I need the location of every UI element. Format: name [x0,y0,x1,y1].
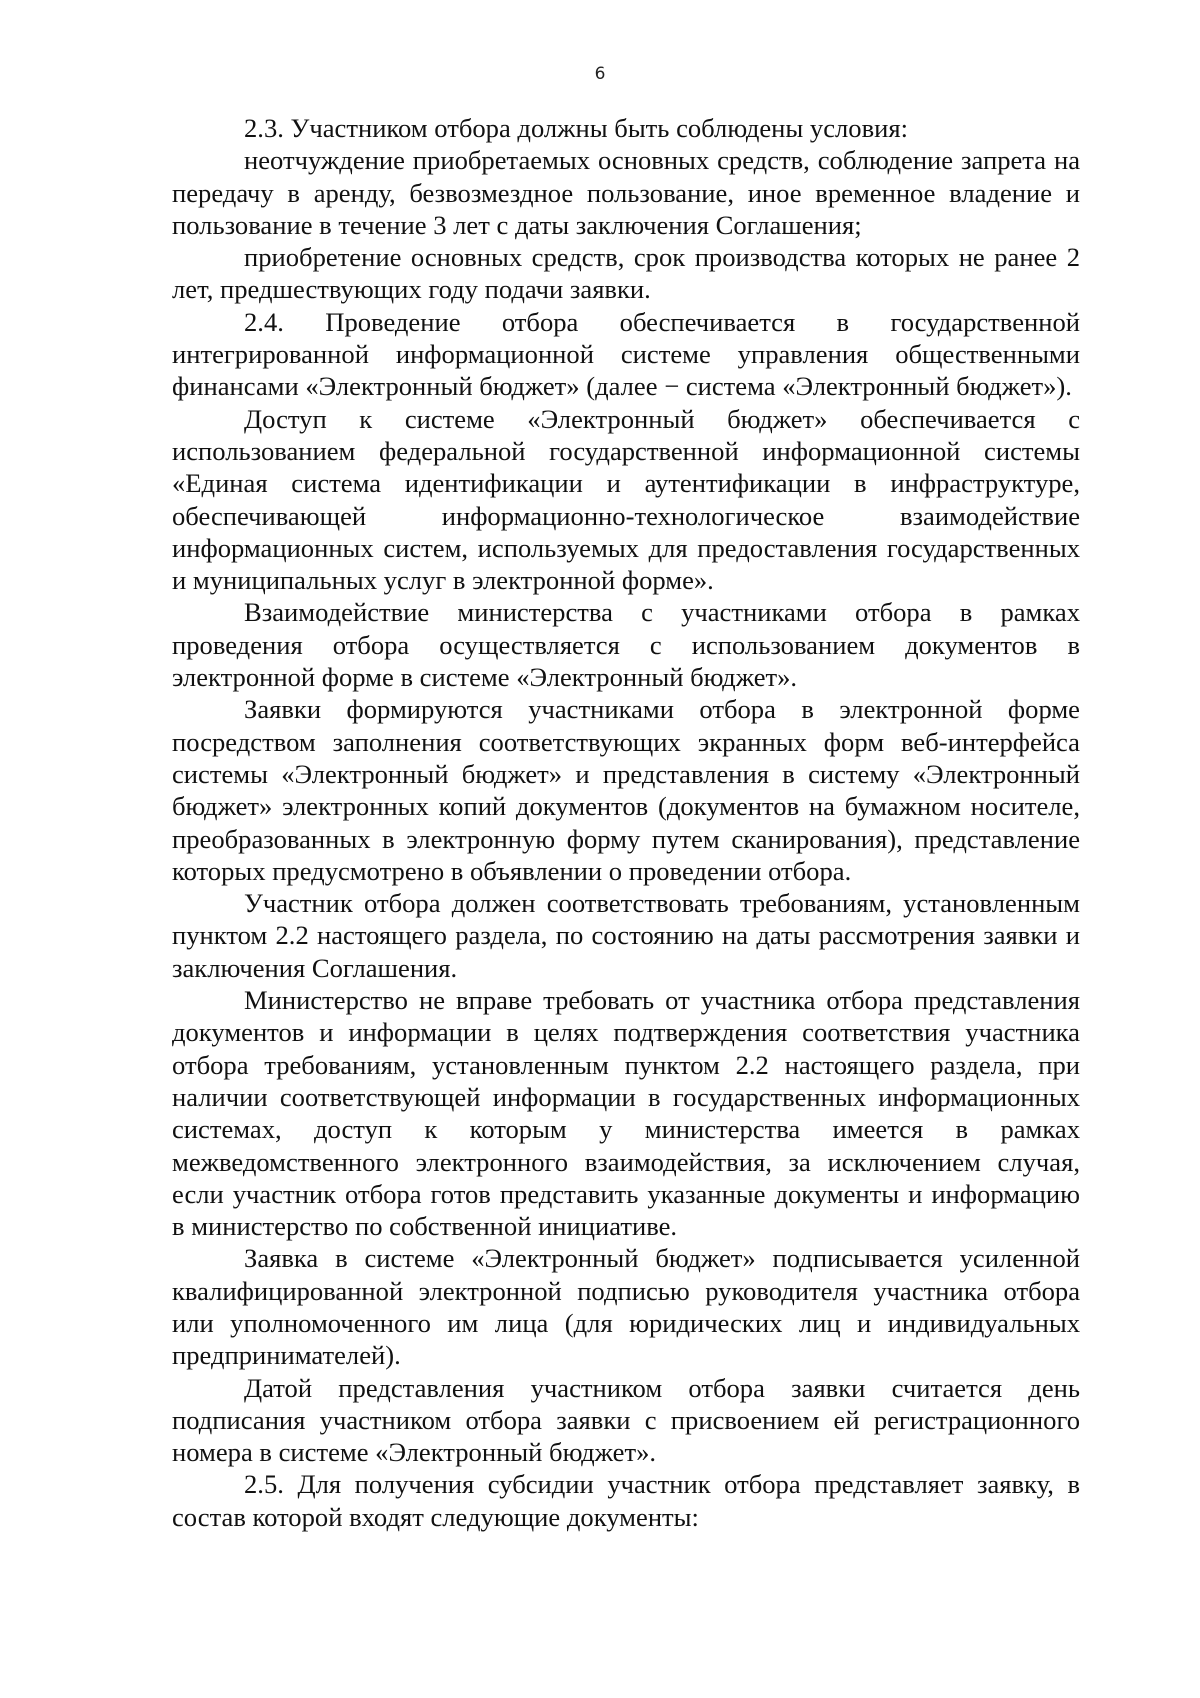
document-body [172,112,1080,1533]
paragraph-ministry-restriction: Министерство не вправе требовать от участника отбора представления документов и информации в целях подтверждения соответствия участника отбора требованиям, установленным пунктом 2.2 настоящего раздела, при наличии соответствующей информации в государственных информационных системах, доступ к которым у министерства имеется в рамках межведомственного электронного взаимодействия, за исключением случая, если участник отбора готов представить указанные документы и информацию в министерство по собственной инициативе. [172,985,1080,1242]
paragraph-submission-date: Датой представления участником отбора заявки считается день подписания участником отбора заявки с присвоением ей регистрационного номера в системе «Электронный бюджет». [172,1372,1080,1468]
paragraph-condition-production-date: приобретение основных средств, срок производства которых не ранее 2 лет, предшествующих году подачи заявки. [172,242,1080,305]
paragraph-system-access: Доступ к системе «Электронный бюджет» обеспечивается с использованием федеральной государственной информационной системы «Единая система идентификации и аутентификации в инфраструктуре, обеспечивающей информационно-технологическое взаимодействие информационных систем, используемых для предоставления государственных и муниципальных услуг в электронной форме». [172,403,1080,596]
paragraph-applications: Заявки формируются участниками отбора в электронной форме посредством заполнения соответствующих экранных форм веб-интерфейса системы «Электронный бюджет» и представления в систему «Электронный бюджет» электронных копий документов (документов на бумажном носителе, преобразованных в электронную форму путем сканирования), представление которых предусмотрено в объявлении о проведении отбора. [172,694,1080,886]
paragraph-signature: Заявка в системе «Электронный бюджет» подписывается усиленной квалифицированной электронной подписью руководителя участника отбора или уполномоченного им лица (для юридических лиц и индивидуальных предпринимателей). [172,1243,1080,1371]
paragraph-interaction: Взаимодействие министерства с участниками отбора в рамках проведения отбора осуществляется с использованием документов в электронной форме в системе «Электронный бюджет». [172,597,1080,693]
paragraph-2-3-heading: 2.3. Участником отбора должны быть соблюдены условия: [244,113,908,143]
paragraph-2-4: 2.4. Проведение отбора обеспечивается в государственной интегрированной информационной системе управления общественными финансами «Электронный бюджет» (далее − система «Электронный бюджет»). [172,306,1080,402]
paragraph-condition-alienation: неотчуждение приобретаемых основных средств, соблюдение запрета на передачу в аренду, безвозмездное пользование, иное временное владение и пользование в течение 3 лет с даты заключения Соглашения; [172,145,1080,240]
paragraph-participant-requirements: Участник отбора должен соответствовать требованиям, установленным пунктом 2.2 настоящего раздела, по состоянию на даты рассмотрения заявки и заключения Соглашения. [172,888,1080,983]
paragraph-2-5: 2.5. Для получения субсидии участник отбора представляет заявку, в состав которой входят следующие документы: [172,1469,1080,1532]
page-number: 6 [594,64,606,84]
